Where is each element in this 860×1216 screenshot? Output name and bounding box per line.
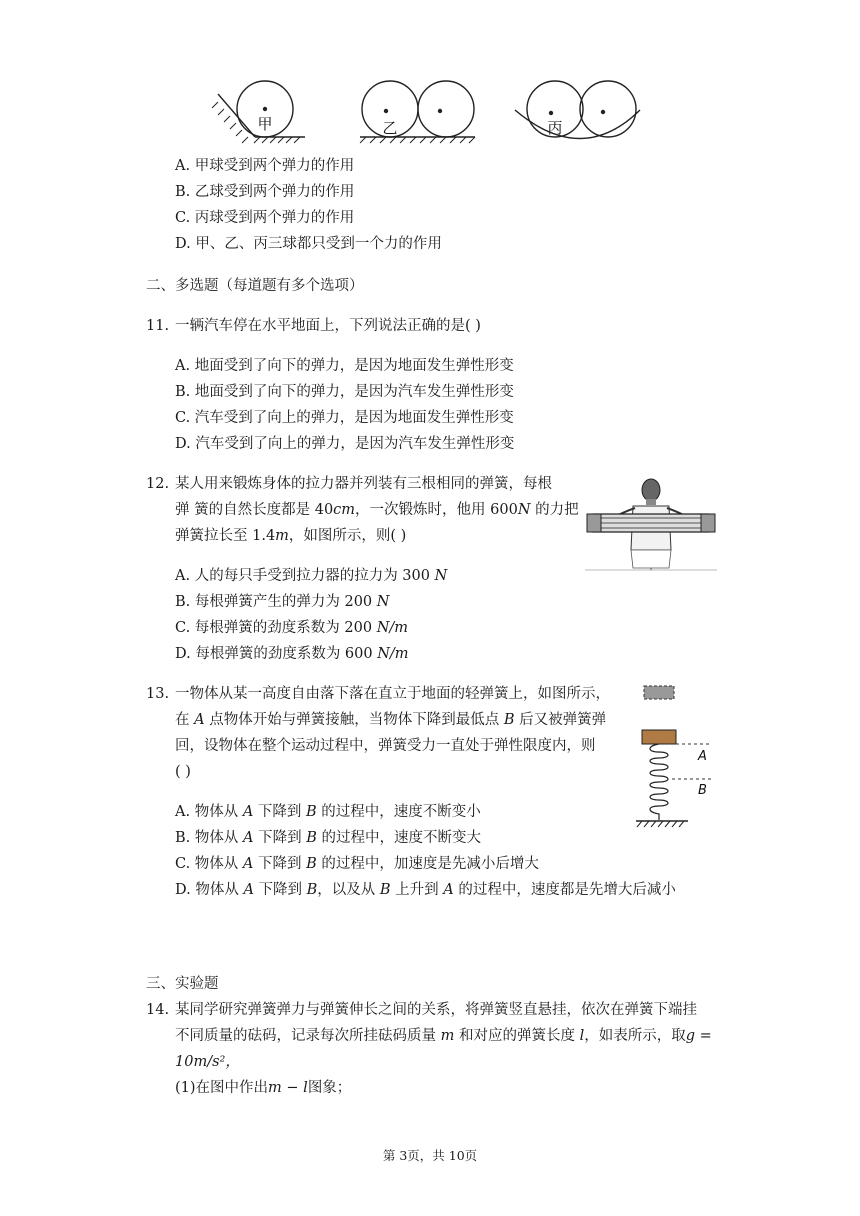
label-jia: 甲	[257, 115, 273, 133]
spring-figure	[632, 682, 722, 838]
q11-option-d: D. 汽车受到了向上的弹力，是因为汽车发生弹性形变	[175, 436, 515, 452]
q13-option-d: D. 物体从 A 下降到 B，以及从 B 上升到 A 的过程中，速度都是先增大后减小	[175, 882, 676, 898]
q12-line2: 弹 簧的自然长度都是 40cm，一次锻炼时，他用 600N 的力把	[175, 502, 579, 518]
q13-option-c: C. 物体从 A 下降到 B 的过程中，加速度是先减小后增大	[175, 856, 539, 872]
q11-option-c: C. 汽车受到了向上的弹力，是因为地面发生弹性形变	[175, 410, 514, 426]
figure-yi	[360, 81, 475, 143]
balls-figure	[210, 72, 650, 152]
section3-title: 三、实验题	[146, 976, 219, 992]
q12-number: 12.	[146, 476, 170, 492]
q14-line4: (1)在图中作出m − l图象；	[175, 1080, 352, 1096]
q13-option-a: A. 物体从 A 下降到 B 的过程中，速度不断变小	[175, 804, 481, 820]
figure-jia	[212, 81, 305, 143]
q14-line3: 10m/s²，	[175, 1054, 240, 1070]
q10-option-c: C. 丙球受到两个弹力的作用	[175, 210, 355, 226]
q11-stem: 一辆汽车停在水平地面上，下列说法正确的是( )	[175, 318, 481, 334]
q12-line1: 某人用来锻炼身体的拉力器并列装有三根相同的弹簧，每根	[175, 476, 552, 492]
q12-option-d: D. 每根弹簧的劲度系数为 600 N/m	[175, 646, 409, 662]
q13-line1: 一物体从某一高度自由落下落在直立于地面的轻弹簧上，如图所示，	[175, 686, 610, 702]
q12-option-a: A. 人的每只手受到拉力器的拉力为 300 N	[175, 568, 448, 584]
section2-title: 二、多选题（每道题有多个选项）	[146, 278, 364, 294]
spring-label-a: A	[698, 749, 707, 764]
q13-option-b: B. 物体从 A 下降到 B 的过程中，速度不断变大	[175, 830, 481, 846]
q11-option-b: B. 地面受到了向下的弹力，是因为汽车发生弹性形变	[175, 384, 514, 400]
expander-figure	[585, 470, 717, 572]
q11-number: 11.	[146, 318, 170, 334]
q14-number: 14.	[146, 1002, 170, 1018]
q13-number: 13.	[146, 686, 170, 702]
q10-option-d: D. 甲、乙、丙三球都只受到一个力的作用	[175, 236, 442, 252]
q11-option-a: A. 地面受到了向下的弹力，是因为地面发生弹性形变	[175, 358, 514, 374]
q10-option-b: B. 乙球受到两个弹力的作用	[175, 184, 355, 200]
q14-line2: 不同质量的砝码，记录每次所挂砝码质量 m 和对应的弹簧长度 l，如表所示，取g =	[175, 1028, 712, 1044]
q13-line4: ( )	[175, 764, 191, 780]
q13-line2: 在 A 点物体开始与弹簧接触，当物体下降到最低点 B 后又被弹簧弹	[175, 712, 607, 728]
q12-line3: 弹簧拉长至 1.4m，如图所示，则( )	[175, 528, 407, 544]
label-yi: 乙	[382, 119, 398, 137]
page-footer: 第 3页，共 10页	[382, 1148, 478, 1163]
figure-bing	[515, 81, 640, 139]
q14-line1: 某同学研究弹簧弹力与弹簧伸长之间的关系，将弹簧竖直悬挂，依次在弹簧下端挂	[175, 1002, 697, 1018]
q12-option-c: C. 每根弹簧的劲度系数为 200 N/m	[175, 620, 409, 636]
spring-label-b: B	[698, 783, 707, 798]
q13-line3: 回，设物体在整个运动过程中，弹簧受力一直处于弹性限度内，则	[175, 738, 596, 754]
label-bing: 丙	[547, 119, 563, 137]
q12-option-b: B. 每根弹簧产生的弹力为 200 N	[175, 594, 390, 610]
q10-option-a: A. 甲球受到两个弹力的作用	[175, 158, 355, 174]
